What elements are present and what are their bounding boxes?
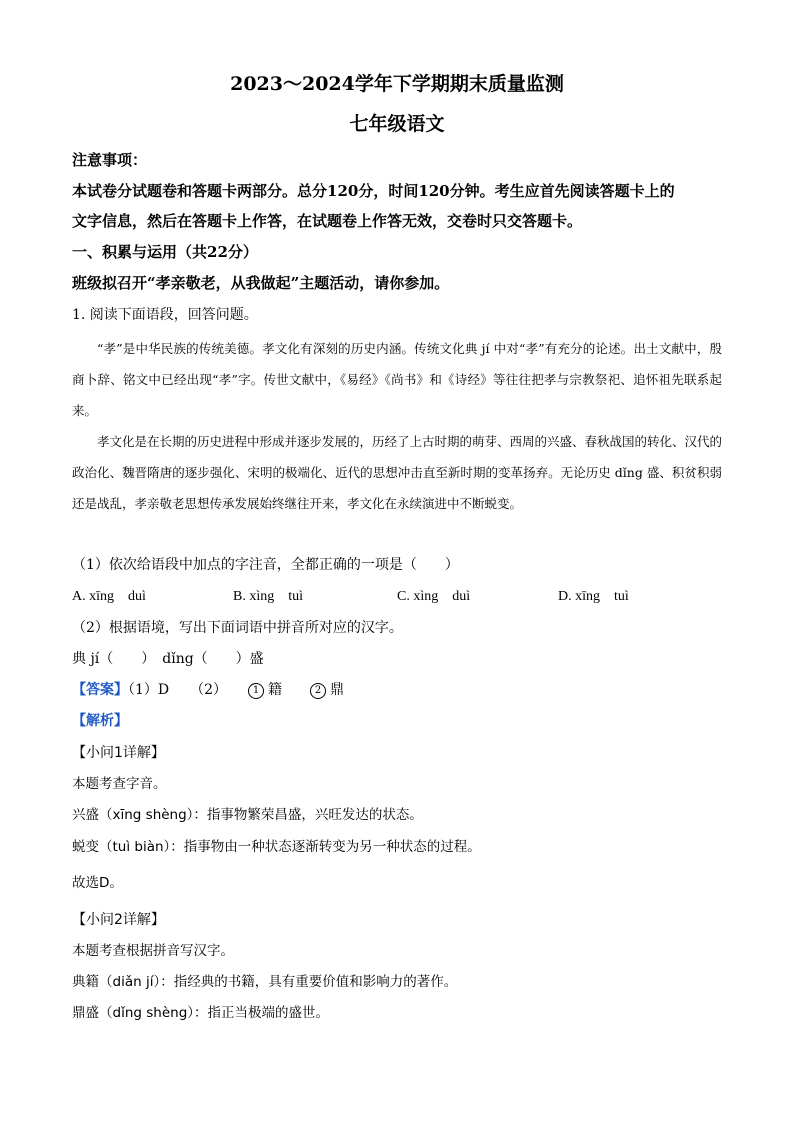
- sub-analysis-2-heading: 【小问2详解】: [72, 912, 165, 928]
- analysis-1-line-4: 故选D。: [72, 875, 123, 891]
- analysis-2-line-2: 典籍（diǎn jí）：指经典的书籍，具有重要价值和影响力的著作。: [72, 974, 458, 990]
- sub-question-2: （2）根据语境，写出下面词语中拼音所对应的汉字。: [72, 620, 403, 636]
- answer-part-1: （1）D （2）: [128, 682, 221, 698]
- notice-line-2: 文字信息，然后在答题卡上作答，在试题卷上作答无效，交卷时只交答题卡。: [72, 212, 583, 230]
- passage-paragraph-2: 孝文化是在长期的历史进程中形成并逐步发展的，历经了上古时期的萌芽、西周的兴盛、春秋战国的转化、汉代的政治化、魏晋隋唐的逐步强化、宋明的极端化、近代的思想冲击直至新时期的变革扬弃。无论历史 dǐng 盛、积贫积弱还是战乱，孝亲敬老思想传承发展始终继往开来，孝文化在永续演进中不断蜕变。: [72, 434, 723, 511]
- section-heading: 一、积累与运用（共22分）: [72, 243, 258, 261]
- answer-char-1: 籍: [268, 682, 283, 698]
- question-stem: 1. 阅读下面语段，回答问题。: [72, 307, 258, 323]
- passage-paragraph-1: “孝”是中华民族的传统美德。孝文化有深刻的历史内涵。传统文化典 jí 中对“孝”有充分的论述。出土文献中，殷商卜辞、铭文中已经出现“孝”字。传世文献中，《易经》《尚书》和《诗经》等往往把孝与宗教祭祀、追怀祖先联系起来。: [72, 341, 722, 418]
- notice-label: 注意事项：: [72, 151, 148, 169]
- reading-passage: [72, 333, 722, 519]
- analysis-2-line-3: 鼎盛（dǐng shèng）：指正当极端的盛世。: [72, 1005, 330, 1021]
- analysis-2-line-1: 本题考查根据拼音写汉字。: [72, 943, 234, 959]
- circle-number-2: 2: [310, 683, 326, 699]
- option-d: D. xīng tuì: [558, 589, 629, 604]
- circle-number-1: 1: [248, 683, 264, 699]
- sub-question-1: （1）依次给语段中加点的字注音，全都正确的一项是（ ）: [72, 557, 459, 573]
- analysis-1-line-1: 本题考查字音。: [72, 776, 167, 792]
- analysis-1-line-2: 兴盛（xīng shèng）：指事物繁荣昌盛，兴旺发达的状态。: [72, 807, 423, 823]
- sub-analysis-1-heading: 【小问1详解】: [72, 745, 165, 761]
- analysis-tag: 【解析】: [72, 713, 128, 729]
- option-b: B. xìng tuì: [233, 589, 304, 604]
- answer-char-2: 鼎: [330, 682, 345, 698]
- notice-line-1: 本试卷分试题卷和答题卡两部分。总分120分，时间120分钟。考生应首先阅读答题卡上的: [72, 182, 675, 200]
- option-c: C. xìng duì: [397, 589, 471, 604]
- section-intro: 班级拟召开“孝亲敬老，从我做起”主题活动，请你参加。: [72, 274, 450, 292]
- exam-subtitle: 七年级语文: [349, 113, 445, 135]
- analysis-label: [72, 711, 128, 731]
- fill-blanks: 典 jí（ ） dǐng（ ）盛: [72, 651, 264, 667]
- answer-tag: 【答案】: [72, 682, 128, 698]
- analysis-1-line-3: 蜕变（tuì biàn）：指事物由一种状态逐渐转变为另一种状态的过程。: [72, 839, 481, 855]
- option-a: A. xīng duì: [72, 589, 146, 604]
- exam-title: 2023～2024学年下学期期末质量监测: [230, 73, 564, 95]
- answer-line: [72, 680, 344, 700]
